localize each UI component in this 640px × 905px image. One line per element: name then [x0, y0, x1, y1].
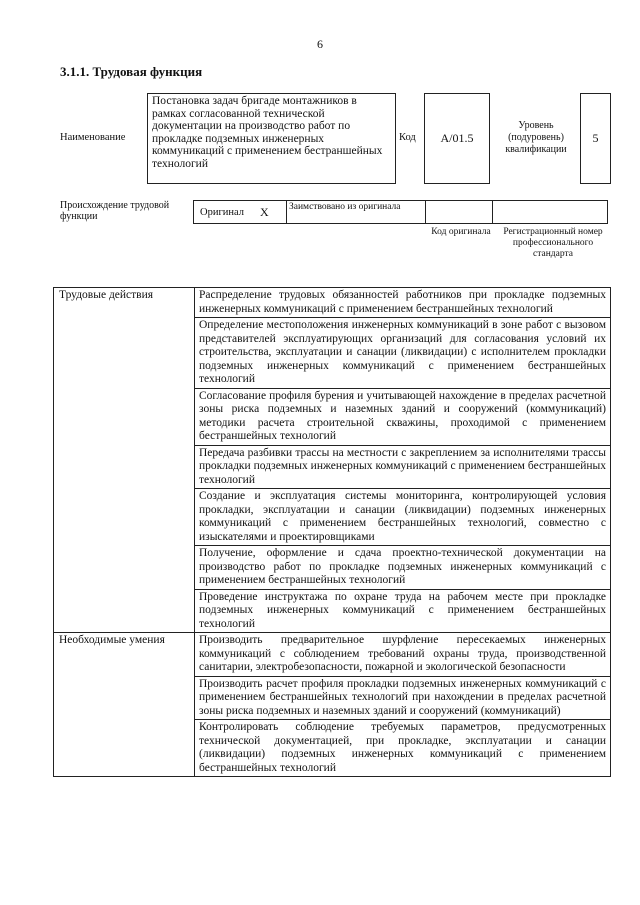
- table-row: [54, 633, 611, 677]
- page-number: 6: [317, 37, 323, 51]
- table-cell: Получение, оформление и сдача проектно-технической документации на производство работ по прокладке подземных инженерных коммуникаций с применением бестраншейных технологий: [195, 546, 611, 590]
- origin-row: [194, 200, 610, 224]
- qualification-level-label: Уровень (подуровень) квалификации: [505, 120, 567, 155]
- borrowed-cell: Заимствовано из оригинала: [286, 200, 426, 224]
- original-cell: [193, 200, 287, 224]
- code-label: Код: [399, 132, 416, 143]
- code-value-box: [424, 93, 490, 184]
- category-cell: Необходимые умения: [54, 633, 195, 777]
- code-value: A/01.5: [440, 131, 474, 145]
- original-code-cell: [425, 200, 493, 224]
- function-name-box: Постановка задач бригаде монтажников в рамках согласованной технической документации на производство работ по прокладке подземных инженерных коммуникаций с применением бестраншейных технологий: [147, 93, 396, 184]
- section-title: 3.1.1. Трудовая функция: [60, 64, 203, 79]
- origin-label: Происхождение трудовой функции: [60, 200, 170, 222]
- name-label: Наименование: [60, 132, 126, 143]
- table-cell: Передача разбивки трассы на местности с закреплением за исполнителями трассы прокладки подземных инженерных коммуникаций с применением бестраншейных технологий: [195, 445, 611, 489]
- qualification-level-box: [580, 93, 611, 184]
- qualification-level-value: 5: [592, 131, 599, 145]
- reg-number-caption: Регистрационный номер профессионального стандарта: [503, 227, 603, 259]
- table-cell: Проведение инструктажа по охране труда на рабочем месте при прокладке подземных инженерных коммуникаций с применением бестраншейных технологий: [195, 589, 611, 633]
- table-cell: Согласование профиля бурения и учитывающей нахождение в пределах расчетной зоны риска подземных и наземных зданий и сооружений (коммуникаций) методики расчета строительной скважины, проходимой с применением бестраншейных технологий: [195, 388, 611, 445]
- function-details-table: [53, 287, 611, 777]
- category-cell: Трудовые действия: [54, 288, 195, 633]
- table-cell: Создание и эксплуатация системы мониторинга, контролирующей условия прокладки, эксплуатации и санации (ликвидации) подземных инженерных коммуникаций с применением бестраншейных технологий, совместно с изыскателями и проектировщиками: [195, 489, 611, 546]
- table-cell: Производить расчет профиля прокладки подземных инженерных коммуникаций с применением бестраншейных технологий при нахождении в пределах расчетной зоны риска подземных и наземных зданий и сооружений (коммуникаций): [195, 676, 611, 720]
- original-label: Оригинал: [200, 206, 244, 218]
- table-cell: Производить предварительное шурфление пересекаемых инженерных коммуникаций с соблюдением требований охраны труда, производственной санитарии, электробезопасности, пожарной и экологической безопасности: [195, 633, 611, 677]
- code-original-caption: Код оригинала: [431, 227, 491, 237]
- table-row: [54, 288, 611, 318]
- original-mark: X: [260, 204, 269, 219]
- table-cell: Определение местоположения инженерных коммуникаций в зоне работ с вызовом представителей эксплуатирующих организаций для согласования условий их строительства, эксплуатации и санации (ликвидации) с исполнителем прокладки подземных инженерных коммуникаций с применением бестраншейных технологий: [195, 318, 611, 389]
- table-cell: Распределение трудовых обязанностей работников при прокладке подземных инженерных коммуникаций с применением бестраншейных технологий: [195, 288, 611, 318]
- table-cell: Контролировать соблюдение требуемых параметров, предусмотренных технической документацией, при прокладке, эксплуатации и санации (ликвидации) подземных инженерных коммуникаций с применением бестраншейных технологий: [195, 720, 611, 777]
- reg-number-cell: [492, 200, 608, 224]
